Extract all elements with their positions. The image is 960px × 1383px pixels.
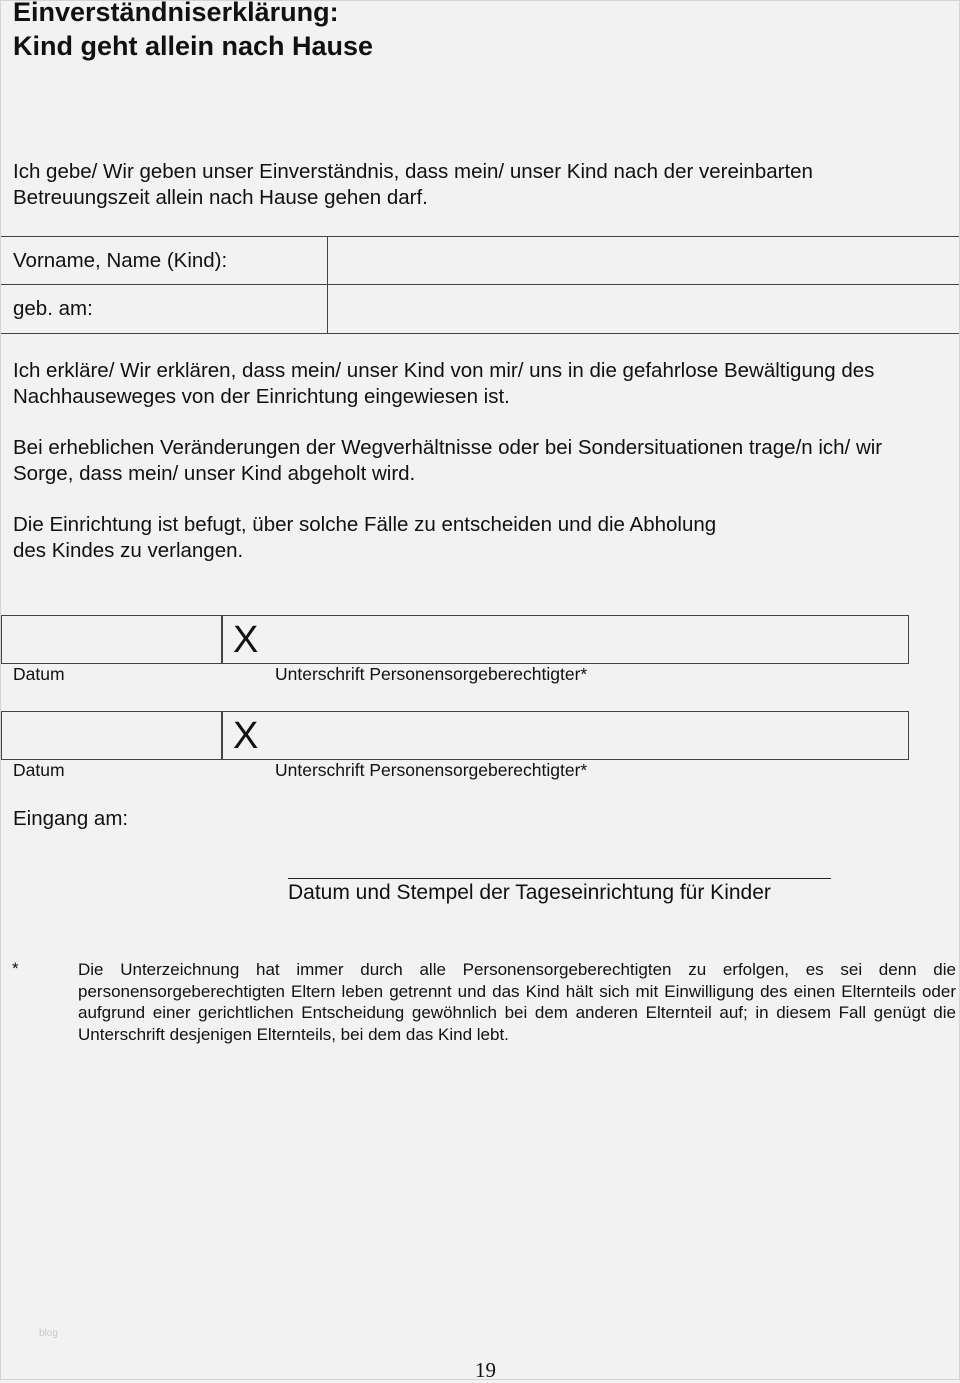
receipt-label: Eingang am: [13, 807, 129, 830]
child-name-row [1, 236, 959, 285]
document-title [13, 0, 373, 63]
paragraph-3-line-1: Die Einrichtung ist befugt, über solche Fälle zu entscheiden und die Abholung [13, 513, 717, 536]
date-box-2[interactable] [1, 711, 223, 760]
page-number: 19 [475, 1358, 496, 1382]
paragraph-2-line-2: Sorge, dass mein/ unser Kind abgeholt wird. [13, 462, 416, 485]
paragraph-authority [13, 512, 716, 564]
paragraph-3-line-2: des Kindes zu verlangen. [13, 539, 244, 562]
date-box-1[interactable] [1, 615, 223, 664]
stamp-label: Datum und Stempel der Tageseinrichtung für Kinder [288, 881, 771, 904]
child-name-label: Vorname, Name (Kind): [13, 249, 228, 272]
child-name-field[interactable] [327, 237, 959, 285]
signature-box-2[interactable] [221, 711, 909, 760]
intro-paragraph [13, 159, 813, 211]
stamp-line [288, 878, 831, 879]
paragraph-1-line-1: Ich erkläre/ Wir erklären, dass mein/ unser Kind von mir/ uns in die gefahrlose Bewältigung des [13, 359, 875, 382]
paragraph-2-line-1: Bei erheblichen Veränderungen der Wegverhältnisse oder bei Sondersituationen trage/n ich/ wir [13, 436, 883, 459]
watermark: blog [39, 1328, 58, 1339]
paragraph-changes [13, 435, 882, 487]
date-label-2: Datum [13, 760, 65, 780]
intro-line-1: Ich gebe/ Wir geben unser Einverständnis, dass mein/ unser Kind nach der vereinbarten [13, 160, 813, 183]
signature-mark-2: X [233, 715, 259, 757]
footnote-text: Die Unterzeichnung hat immer durch alle Personensorgeberechtigten zu erfolgen, es sei denn die personensorgeberechtigten Eltern leben getrennt und das Kind hält sich mit Einwilligung des einen Elternteils oder aufgrund einer gerichtlichen Entscheidung gewöhnlich bei dem anderen Elternteil auf; in diesem Fall genügt die Unterschrift desjenigen Elternteils, bei dem das Kind lebt. [78, 960, 956, 1044]
intro-line-2: Betreuungszeit allein nach Hause gehen darf. [13, 186, 428, 209]
paragraph-instruction [13, 358, 874, 410]
birth-date-field[interactable] [327, 285, 959, 333]
date-label-1: Datum [13, 664, 65, 684]
title-line-2: Kind geht allein nach Hause [13, 31, 374, 61]
birth-date-label: geb. am: [13, 297, 93, 320]
paragraph-1-line-2: Nachhauseweges von der Einrichtung eingewiesen ist. [13, 385, 510, 408]
signature-box-1[interactable] [221, 615, 909, 664]
signature-label-2: Unterschrift Personensorgeberechtigter* [275, 760, 588, 780]
footnote-marker: * [12, 959, 19, 978]
birth-date-row [1, 284, 959, 334]
signature-label-1: Unterschrift Personensorgeberechtigter* [275, 664, 588, 684]
title-line-1: Einverständniserklärung: [13, 0, 339, 27]
signature-mark-1: X [233, 619, 259, 661]
